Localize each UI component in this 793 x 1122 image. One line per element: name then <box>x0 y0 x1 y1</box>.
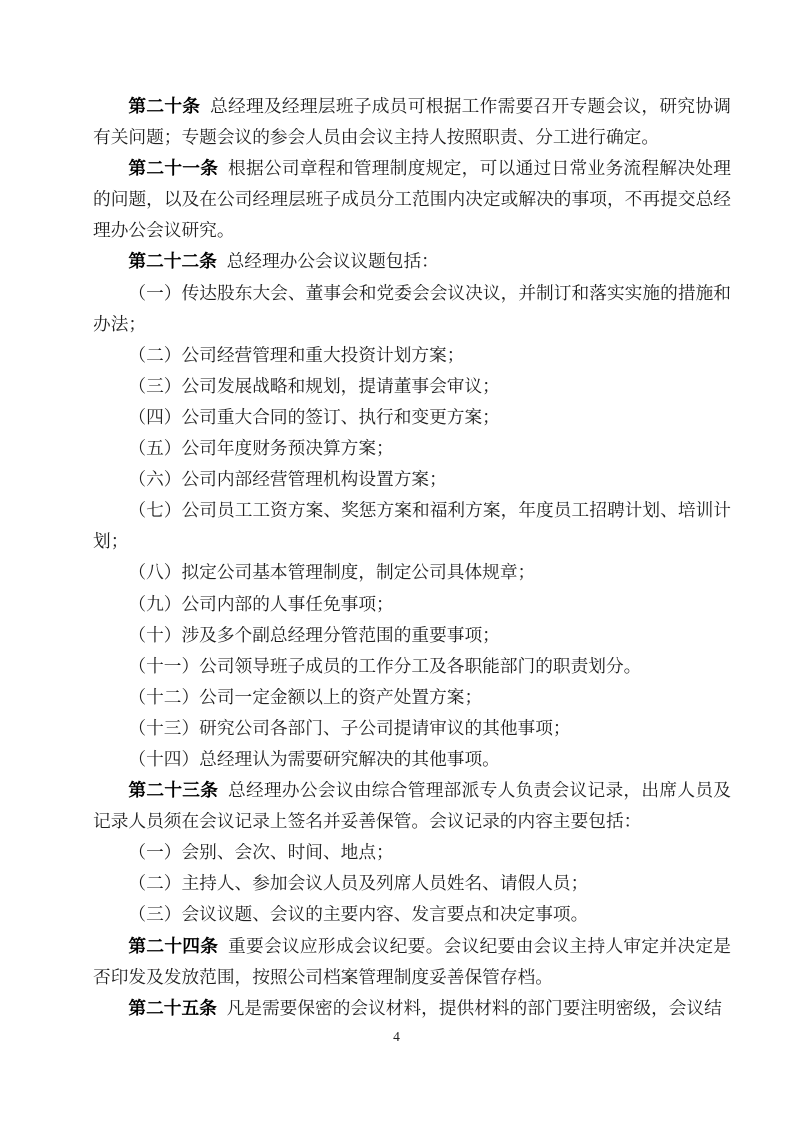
item-text: （十）涉及多个副总经理分管范围的重要事项； <box>128 624 500 645</box>
list-item <box>93 713 731 744</box>
item-text: （十三）研究公司各部门、子公司提请审议的其他事项； <box>128 717 571 738</box>
list-item <box>93 651 731 682</box>
item-text: （二）公司经营管理和重大投资计划方案； <box>128 344 465 365</box>
article-number: 第二十一条 <box>128 158 219 179</box>
article-number: 第二十四条 <box>128 935 219 956</box>
article-text: 凡是需要保密的会议材料，提供材料的部门要注明密级，会议结 <box>226 997 722 1018</box>
paragraph-article <box>93 153 731 246</box>
article-text: 总经理办公会议由综合管理部派专人负责会议记录，出席人员及记录人员须在会议记录上签名并妥善保管。会议记录的内容主要包括： <box>93 780 731 832</box>
document-body <box>93 91 731 1024</box>
article-text: 总经理及经理层班子成员可根据工作需要召开专题会议，研究协调有关问题；专题会议的参会人员由会议主持人按照职责、分工进行确定。 <box>93 96 731 148</box>
list-item <box>93 340 731 371</box>
page-number: 4 <box>393 1029 400 1044</box>
article-text: 总经理办公会议议题包括： <box>226 251 439 272</box>
list-item <box>93 402 731 433</box>
item-text: （六）公司内部经营管理机构设置方案； <box>128 469 447 490</box>
list-item <box>93 620 731 651</box>
item-text: （二）主持人、参加会议人员及列席人员姓名、请假人员； <box>128 873 589 894</box>
item-text: （三）公司发展战略和规划，提请董事会审议； <box>128 375 500 396</box>
item-text: （五）公司年度财务预决算方案； <box>128 438 394 459</box>
article-number: 第二十五条 <box>128 997 217 1018</box>
item-text: （九）公司内部的人事任免事项； <box>128 593 394 614</box>
article-number: 第二十三条 <box>128 780 219 801</box>
paragraph-article <box>93 775 731 837</box>
list-item <box>93 371 731 402</box>
article-text: 重要会议应形成会议纪要。会议纪要由会议主持人审定并决定是否印发及发放范围，按照公司档案管理制度妥善保管存档。 <box>93 935 731 987</box>
item-text: （八）拟定公司基本管理制度，制定公司具体规章； <box>128 562 536 583</box>
article-text: 根据公司章程和管理制度规定，可以通过日常业务流程解决处理的问题，以及在公司经理层班子成员分工范围内决定或解决的事项，不再提交总经理办公会议研究。 <box>93 158 731 241</box>
item-text: （一）会别、会次、时间、地点； <box>128 842 394 863</box>
list-item <box>93 837 731 868</box>
paragraph-article <box>93 931 731 993</box>
list-item <box>93 433 731 464</box>
article-number: 第二十条 <box>128 96 201 116</box>
item-text: （四）公司重大合同的签订、执行和变更方案； <box>128 406 500 427</box>
item-text: （十二）公司一定金额以上的资产处置方案； <box>128 686 483 707</box>
list-item <box>93 744 731 775</box>
item-text: （七）公司员工工资方案、奖惩方案和福利方案，年度员工招聘计划、培训计划； <box>93 500 731 552</box>
paragraph-article <box>93 91 731 153</box>
item-text: （十四）总经理认为需要研究解决的其他事项。 <box>128 748 500 769</box>
list-item <box>93 682 731 713</box>
list-item <box>93 589 731 620</box>
list-item <box>93 495 731 557</box>
list-item <box>93 278 731 340</box>
paragraph-article <box>93 993 731 1024</box>
list-item <box>93 464 731 495</box>
paragraph-article <box>93 246 731 277</box>
list-item <box>93 868 731 899</box>
article-number: 第二十二条 <box>128 251 217 272</box>
list-item <box>93 557 731 588</box>
item-text: （三）会议议题、会议的主要内容、发言要点和决定事项。 <box>128 904 589 925</box>
item-text: （十一）公司领导班子成员的工作分工及各职能部门的职责划分。 <box>128 655 642 676</box>
item-text: （一）传达股东大会、董事会和党委会会议决议，并制订和落实实施的措施和办法； <box>93 282 731 334</box>
list-item <box>93 899 731 930</box>
